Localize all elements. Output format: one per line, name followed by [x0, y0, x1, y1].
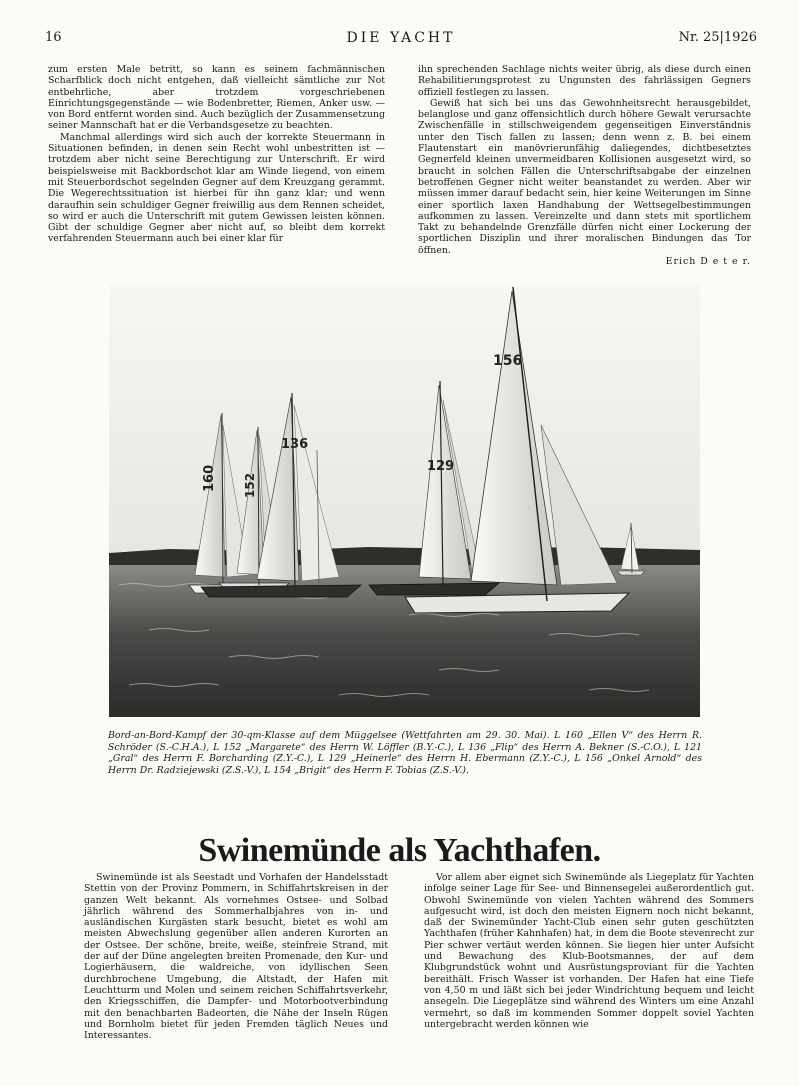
magazine-title: DIE YACHT [346, 30, 456, 46]
paragraph: Swinemünde ist als Seestadt und Vorhafen der Handelsstadt Stettin von der Provinz Pommern, in Schiffahrtskreisen in der ganzen Welt bekannt. Als vornehmes Ostsee- und Solbad jährlich während des Sommerhalbjahres von in- und ausländischen Kurgästen stark besucht, bietet es wohl am meisten Abwechslung gegenüber allen anderen Kurorten an der Ostsee. Der schöne, breite, weiße, steinfreie Strand, mit der auf der Düne angelegten breiten Promenade, den Kur- und Logierhäusern, die waldreiche, von idyllischen Seen durchbrochene Umgebung, die Altstadt, der Hafen mit Leuchtturm und Molen und seinem reichen Schiffahrtsverkehr, den Kriegsschiffen, die Dampfer- und Motorbootverbindung mit den benachbarten Badeorten, die Nähe der Inseln Rügen und Bornholm bietet für jeden Fremden täglich Neues und Interessantes. [84, 872, 388, 1042]
article2-right-column [424, 872, 754, 1030]
sail-number: 129 [427, 459, 455, 474]
author-signature: Erich D e t e r. [665, 256, 751, 268]
article1-right-column [418, 64, 751, 267]
paragraph: zum ersten Male betritt, so kann es seinem fachmännischen Scharfblick doch nicht entgehen, daß vielleicht sämtliche zur Not entbehrliche, aber trotzdem vorgeschriebenen Einrichtungsgegenstände — wie Bodenbretter, Riemen, Anker usw. — von Bord entfernt worden sind. Auch bezüglich der Zusammensetzung seiner Mannschaft hat er die Verbandsgesetze zu beachten. [48, 64, 385, 132]
page-header [45, 30, 757, 50]
paragraph: ihn sprechenden Sachlage nichts weiter übrig, als diese durch einen Rehabilitierungsprotest zu Ungunsten des fahrlässigen Gegners offiziell festlegen zu lassen. [418, 64, 751, 98]
paragraph: Manchmal allerdings wird sich auch der korrekte Steuermann in Situationen befinden, in denen sein Recht wohl unbestritten ist — trotzdem aber nicht seine Berechtigung zur Unterschrift. Er wird beispielsweise mit Backbordschot klar am Winde liegend, von einem mit Steuerbordschot segelnden Gegner auf dem Kreuzgang gerammt. Die Wegerechtssituation ist hierbei für ihn ganz klar; und wenn daraufhin sein schuldiger Gegner freiwillig aus dem Rennen scheidet, so wird er auch die Unterschrift mit gutem Gewissen leisten können. Gibt der schuldige Gegner aber nicht auf, so bleibt dem korrekt verfahrenden Steuermann auch bei einer klar für [48, 131, 385, 245]
sail-number: 136 [281, 437, 309, 452]
paragraph: Gewiß hat sich bei uns das Gewohnheitsrecht herausgebildet, belanglose und ganz offensichtlich durch höhere Gewalt verursachte Zwischenfälle in stillschweigendem gegenseitigen Einverständnis unter den Tisch fallen zu lassen; denn wenn z. B. bei einem Flautenstart ein manövrierunfähig daliegendes, dichtbesetztes Gegnerfeld kleinen unvermeidbaren Kollisionen ausgesetzt wird, so braucht in solchen Fällen die Unterschriftsabgabe der einzelnen betroffenen Gegner nicht weiter beanstandet zu werden. Aber wir müssen immer darauf bedacht sein, hier keine Weiterungen im Sinne einer sportlich laxen Handhabung der Wettsegelbestimmungen aufkommen zu lassen. Vereinzelte und dann stets mit sportlichem Takt zu behandelnde Grenzfälle dürfen nicht einer Lockerung der sportlichen Disziplin und ihrer moralischen Bindungen das Tor öffnen. [418, 97, 751, 256]
sail-number: 156 [493, 353, 523, 369]
article2-left-column [84, 872, 388, 1041]
page-number: 16 [45, 30, 62, 45]
photo-caption: Bord-an-Bord-Kampf der 30-qm-Klasse auf dem Müggelsee (Wettfahrten am 29. 30. Mai). L 160 „Ellen V“ des Herrn R. Schröder (S.-C.H.A.), L 152 „Margarete“ des Herrn W. Löffler (B.Y.-C.), L 136 „Flip“ des Herrn A. Bekner (S.-C.O.), L 121 „Gral“ des Herrn F. Borcharding (Z.Y.-C.), L 129 „Heinerle“ des Herrn H. Ebermann (Z.Y.-C.), L 156 „Onkel Arnold“ des Herrn Dr. Radziejewski (Z.S.-V.), L 154 „Brigit“ des Herrn F. Tobias (Z.S.-V.). [108, 730, 702, 776]
sail-number: 152 [243, 472, 257, 498]
issue-number: Nr. 25|1926 [678, 30, 757, 45]
regatta-photo [109, 285, 700, 717]
article-headline: Swinemünde als Yachthafen. [198, 832, 601, 869]
sail-number: 160 [202, 464, 217, 492]
paragraph: Vor allem aber eignet sich Swinemünde als Liegeplatz für Yachten infolge seiner Lage für See- und Binnensegelei außerordentlich gut. Obwohl Swinemünde von vielen Yachten während des Sommers aufgesucht wird, ist doch den meisten Eignern noch nicht bekannt, daß der Swinemünder Yacht-Club einen sehr guten geschützten Yachthafen (früher Kahnhafen) hat, in dem die Boote stevenrecht zur Pier schwer vertäut werden können. Sie liegen hier unter Aufsicht und Bewachung des Klub-Bootsmannes, der auf dem Klubgrundstück wohnt und Ausrüstungsproviant für die Yachten bereithält. Frisch Wasser ist vorhanden. Der Hafen hat eine Tiefe von 4,50 m und läßt sich bei jeder Windrichtung bequem und leicht ansegeln. Die Liegeplätze sind während des Winters um eine Anzahl vermehrt, so daß im kommenden Sommer doppelt soviel Yachten untergebracht werden können wie [424, 872, 754, 1030]
article1-left-column [48, 64, 385, 245]
